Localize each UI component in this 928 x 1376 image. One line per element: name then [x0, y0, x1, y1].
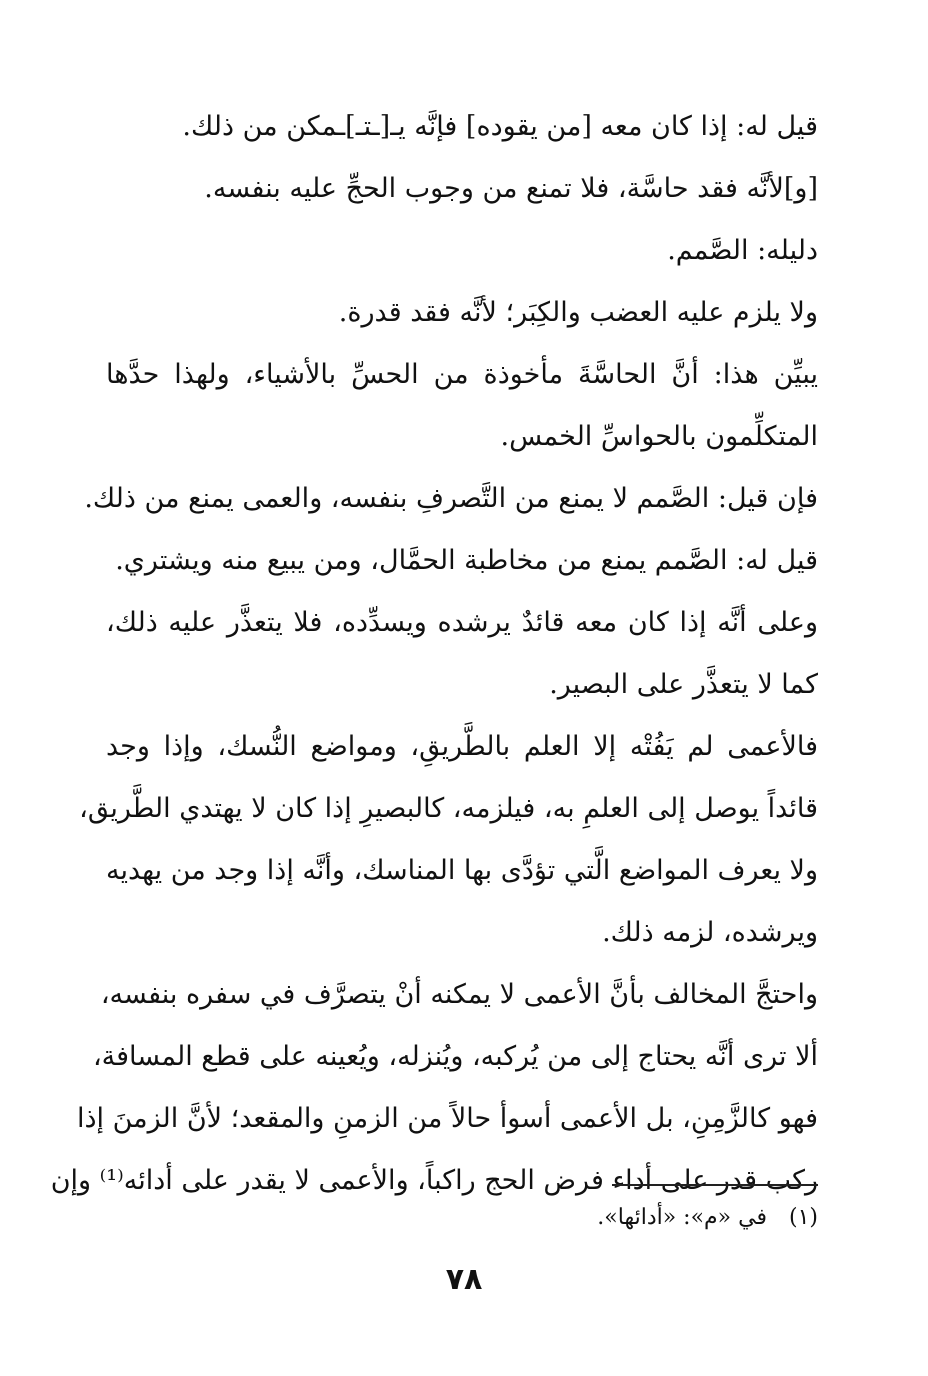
text-line: ولا يعرف المواضع الَّتي تؤدَّى بها المناسك، وأنَّه إذا وجد من يهديه [106, 855, 818, 886]
text-line: واحتجَّ المخالف بأنَّ الأعمى لا يمكنه أنْ يتصرَّف في سفره بنفسه، [100, 979, 818, 1010]
text-line: وعلى أنَّه إذا كان معه قائدٌ يرشده ويسدِّده، فلا يتعذَّر عليه ذلك، [106, 607, 818, 638]
text-line: قيل له: إذا كان معه [من يقوده] فإنَّه يـ[ـتـ]ـمكن من ذلك. [182, 111, 818, 142]
text-line: ويرشده، لزمه ذلك. [602, 917, 818, 948]
text-line: فإن قيل: الصَّمم لا يمنع من التَّصرفِ بنفسه، والعمى يمنع من ذلك. [84, 483, 818, 514]
text-line: فهو كالزَّمِنِ، بل الأعمى أسوأ حالاً من الزمنِ والمقعد؛ لأنَّ الزمنَ إذا [77, 1103, 818, 1134]
page-body [50, 96, 818, 1212]
text-line: ولا يلزم عليه العضب والكِبَر؛ لأنَّه فقد قدرة. [338, 297, 818, 328]
footnote-text: في «م»: «أدائها». [597, 1205, 767, 1230]
text-line: المتكلِّمون بالحواسِّ الخمس. [500, 421, 818, 452]
footnote-divider [612, 1184, 818, 1186]
text-line: ألا ترى أنَّه يحتاج إلى من يُركبه، ويُنزله، ويُعينه على قطع المسافة، [92, 1041, 818, 1072]
footnote [106, 1200, 818, 1236]
text-line: دليله: الصَّمم. [667, 235, 818, 266]
text-line: يبيِّن هذا: أنَّ الحاسَّةَ مأخوذة من الحسِّ بالأشياء، ولهذا حدَّها [106, 359, 818, 390]
text-line: كما لا يتعذَّر على البصير. [549, 669, 818, 700]
text-line: ركب قدر على أداء فرض الحج راكباً، والأعمى لا يقدر على أدائه⁽¹⁾ وإن [50, 1165, 818, 1196]
text-line: [و]لأنَّه فقد حاسَّة، فلا تمنع من وجوب الحجِّ عليه بنفسه. [204, 173, 818, 204]
page-number: ٧٨ [445, 1262, 483, 1297]
text-line: فالأعمى لم يَفُتْه إلا العلم بالطَّريقِ، ومواضع النُّسك، وإذا وجد [106, 731, 818, 762]
footnote-number: (١) [788, 1205, 818, 1230]
text-line: قائداً يوصل إلى العلمِ به، فيلزمه، كالبصيرِ إذا كان لا يهتدي الطَّريق، [79, 793, 818, 824]
text-line: قيل له: الصَّمم يمنع من مخاطبة الحمَّال، ومن يبيع منه ويشتري. [115, 545, 818, 576]
